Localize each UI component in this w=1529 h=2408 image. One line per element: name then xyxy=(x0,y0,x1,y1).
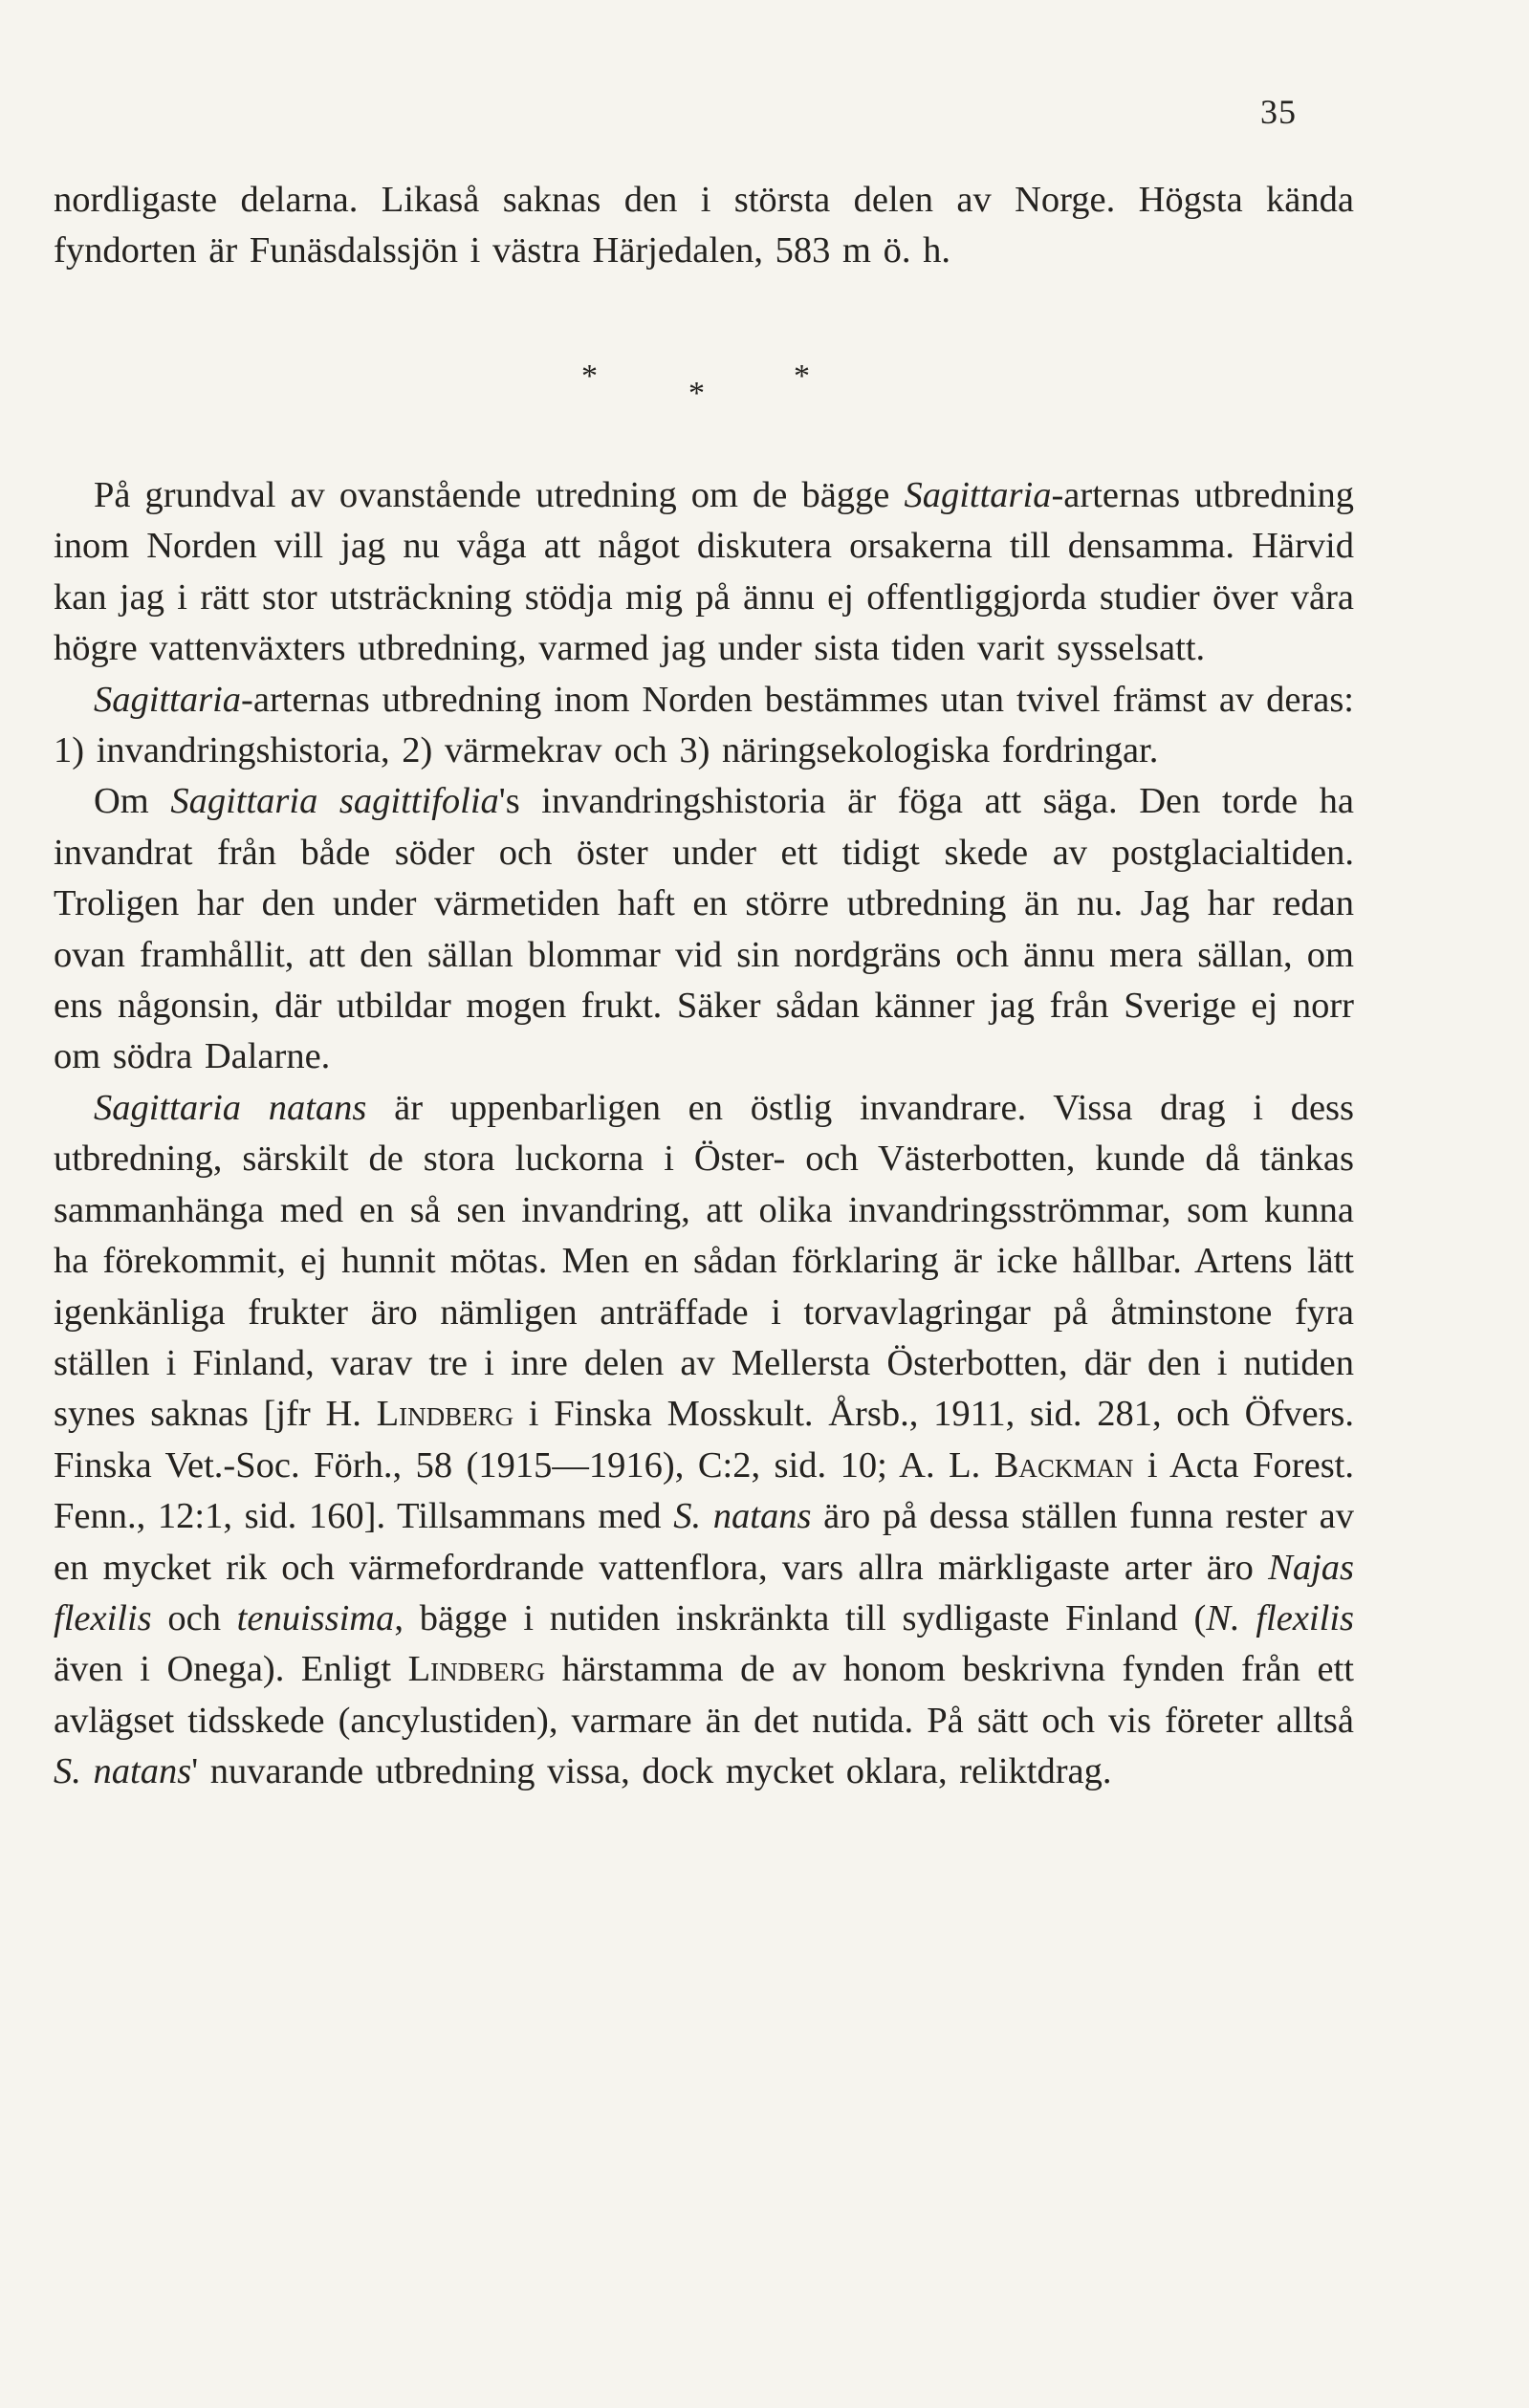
separator-star-right: * xyxy=(794,358,810,394)
paragraph-grundval-italic-genus: Sagittaria xyxy=(904,475,1052,515)
paragraph-natans-italic-n-flexilis: N. flexilis xyxy=(1206,1597,1354,1638)
author-backman: Backman xyxy=(994,1444,1134,1486)
paragraph-natans-text-f: i Acta Forest. Fenn., 12:1, sid. 160]. Tillsammans med xyxy=(54,1444,1354,1537)
paragraph-natans xyxy=(54,1083,1354,1798)
paragraph-natans-text-l: , bägge i nutiden inskränkta till sydligaste Finland ( xyxy=(394,1597,1207,1638)
paragraph-natans-text-r: ' nuvarande utbredning vissa, dock mycket oklara, reliktdrag. xyxy=(191,1751,1112,1792)
paragraph-natans-text-h: äro på dessa ställen funna rester av en mycket rik och värmefordrande vattenflora, vars allra märkligaste arter äro xyxy=(54,1496,1354,1588)
paragraph-natans-italic-s-natans-2: S. natans xyxy=(54,1751,192,1792)
paragraph-natans-text-p: härstamma de av honom beskrivna fynden från ett avlägset tidsskede (ancylustiden), varmare än det nutida. På sätt och vis företer alltså xyxy=(54,1649,1355,1741)
page-number: 35 xyxy=(1260,93,1297,131)
paragraph-utbredning xyxy=(54,675,1354,777)
paragraph-natans-italic-tenuissima: tenuissima xyxy=(236,1597,395,1638)
paragraph-natans-text-n: även i Onega). Enligt xyxy=(54,1649,408,1690)
separator-star-left: * xyxy=(581,358,598,394)
author-lindberg-2: Lindberg xyxy=(407,1649,546,1690)
paragraph-natans-text-j: och xyxy=(151,1597,237,1638)
paragraph-utbredning-italic-genus: Sagittaria xyxy=(94,679,242,720)
paragraph-grundval-text-c: -arternas utbredning inom Norden vill jag nu våga att något diskutera orsakerna till densamma. Härvid kan jag i rätt stor utsträckning stödja mig på ännu ej offentliggjorda studier över våra högre vattenväxters utbredning, varmed jag under sista tiden varit sysselsatt. xyxy=(54,475,1354,669)
author-lindberg-1: Lindberg xyxy=(376,1394,514,1435)
paragraph-natans-text-d: i Finska Mosskult. Årsb., 1911, sid. 281, och Öfvers. Finska Vet.-Soc. Förh., 58 (1915—1916), C:2, sid. 10; A. L. xyxy=(54,1394,1354,1486)
main-text-block xyxy=(54,470,1354,1798)
paragraph-grundval-text-a: På grundval av ovanstående utredning om de bägge xyxy=(94,475,905,515)
paragraph-sagittifolia-text-a: Om xyxy=(94,781,171,822)
paragraph-natans-italic-s-natans-1: S. natans xyxy=(673,1496,812,1537)
paragraph-natans-italic-najas-flexilis: Najas flexilis xyxy=(54,1547,1354,1638)
paragraph-natans-text-b: är uppenbarligen en östlig invandrare. Vissa drag i dess utbredning, särskilt de stora luckorna i Öster- och Västerbotten, kunde då tänkas sammanhänga med en så sen invandring, att olika invandringsströmmar, som kunna ha förekommit, ej hunnit mötas. Men en sådan förklaring är icke hållbar. Artens lätt igenkänliga frukter äro nämligen anträffade i torvavlagringar på åtminstone fyra ställen i Finland, varav tre i inre delen av Mellersta Österbotten, där den i nutiden synes saknas [jfr H. xyxy=(54,1087,1354,1435)
paragraph-natans-italic-species: Sagittaria natans xyxy=(94,1087,367,1128)
paragraph-sagittifolia xyxy=(54,776,1354,1082)
paragraph-grundval xyxy=(54,470,1354,675)
paragraph-sagittifolia-italic-species: Sagittaria sagittifolia xyxy=(170,781,499,822)
separator-star-center: * xyxy=(688,376,705,411)
top-text-block xyxy=(54,175,1354,277)
paragraph-top: nordligaste delarna. Likaså saknas den i största delen av Norge. Högsta kända fyndorten är Funäsdalssjön i västra Härjedalen, 583 m ö. h. xyxy=(54,180,1354,271)
paragraph-utbredning-text-b: -arternas utbredning inom Norden bestämmes utan tvivel främst av deras: 1) invandringshistoria, 2) värmekrav och 3) näringsekologiska fordringar. xyxy=(54,679,1354,771)
paragraph-sagittifolia-text-c: 's invandringshistoria är föga att säga. Den torde ha invandrat från både söder och öster under ett tidigt skede av postglacialtiden. Troligen har den under värmetiden haft en större utbredning än nu. Jag har redan ovan framhållit, att den sällan blommar vid sin nordgräns och ännu mera sällan, om ens någonsin, där utbildar mogen frukt. Säker sådan känner jag från Sverige ej norr om södra Dalarne. xyxy=(54,781,1354,1077)
